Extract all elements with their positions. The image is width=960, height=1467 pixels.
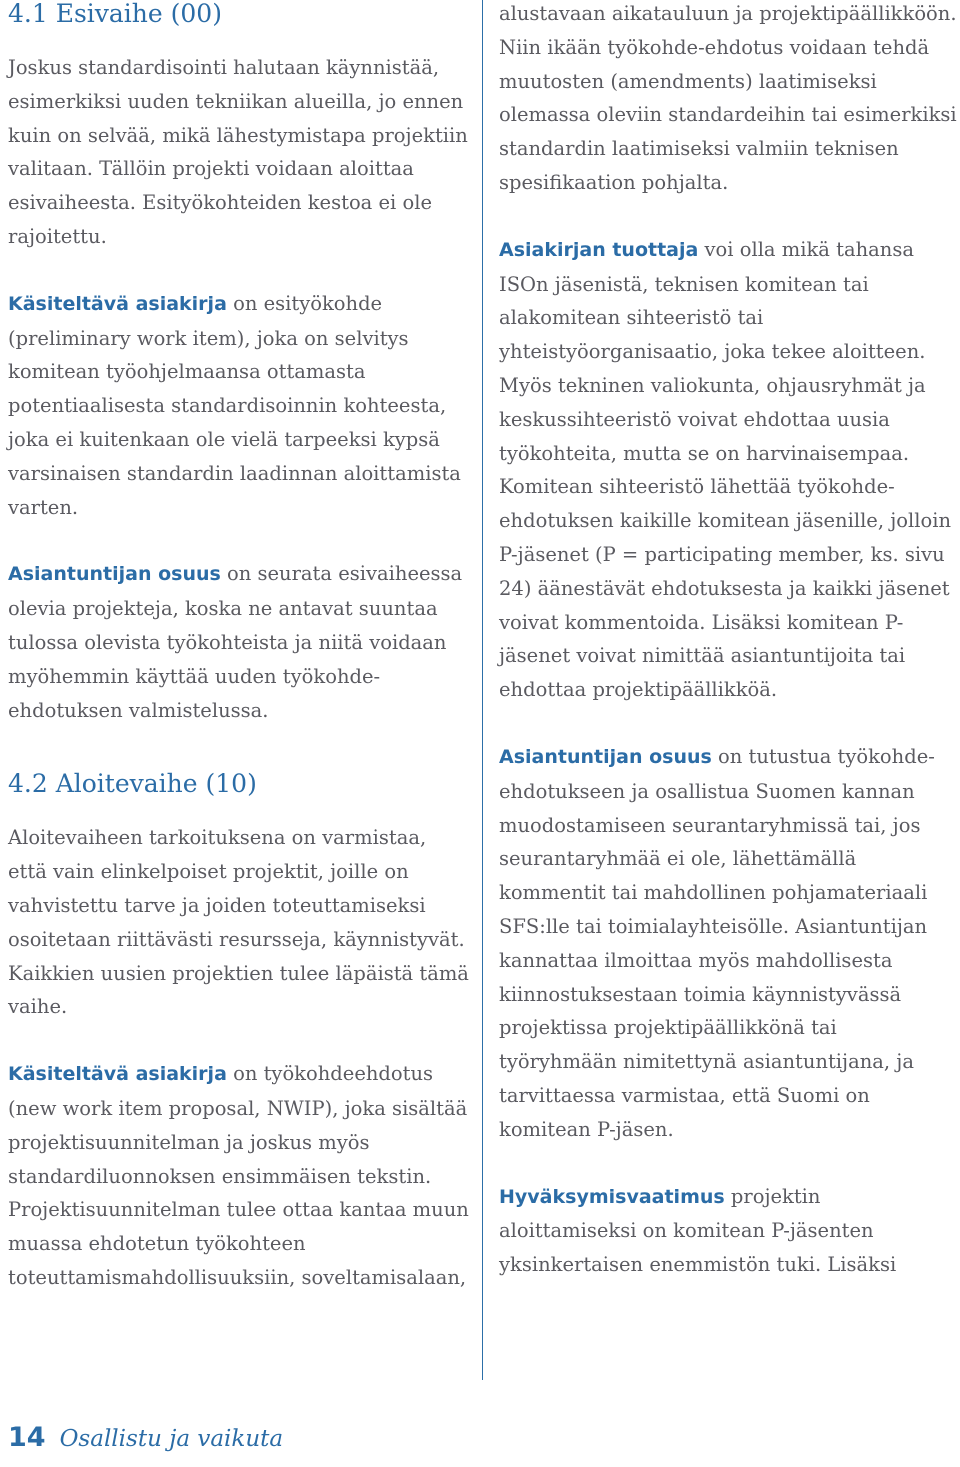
term-kasiteltava-asiakirja-2: Käsiteltävä asiakirja — [8, 1063, 227, 1086]
paragraph-intro-aloitevaihe: Aloitevaiheen tarkoituksena on varmistaa, että vain elinkelpoiset projektit, joille on vahvistettu tarve ja joiden toteuttamiseksi osoitetaan riittävästi resursseja, käynnistyvät. Kaikkien uusien projektien tulee läpäistä tämä vaihe. — [8, 826, 469, 1019]
left-column — [8, 0, 470, 1295]
right-column — [499, 0, 957, 1282]
term-hyvaksymisvaatimus: Hyväksymisvaatimus — [499, 1185, 725, 1208]
page-number: 14 — [8, 1422, 46, 1453]
paragraph-asiakirja-aloitevaihe: Käsiteltävä asiakirja on työkohdeehdotus (new work item proposal, NWIP), joka sisältää projektisuunnitelman ja joskus myös standardiluonnoksen ensimmäisen tekstin. Projektisuunnitelman tulee ottaa kantaa muun muassa ehdotetun työkohteen toteuttamismahdollisuuksiin, soveltamisalaan, — [8, 1062, 469, 1289]
term-asiantuntijan-osuus: Asiantuntijan osuus — [8, 563, 221, 586]
paragraph-hyvaksymisvaatimus: Hyväksymisvaatimus projektin aloittamiseksi on komitean P-jäsenten yksinkertaisen enemmistön tuki. Lisäksi — [499, 1184, 897, 1277]
paragraph-continuation: alustavaan aikatauluun ja projektipäällikköön. Niin ikään työkohde-ehdotus voidaan tehdä muutosten (amendments) laatimiseksi olemassa oleviin standardeihin tai esimerkiksi standardin laatimiseksi valmiin teknisen spesifikaation pohjalta. — [499, 2, 957, 194]
paragraph-intro-esivaihe: Joskus standardisointi halutaan käynnistää, esimerkiksi uuden tekniikan alueilla, jo ennen kuin on selvää, mikä lähestymistapa projektiin valitaan. Tällöin projekti voidaan aloittaa esivaiheesta. Esityökohteiden kestoa ei ole rajoitettu. — [8, 56, 468, 248]
paragraph-asiantuntija-esivaihe: Asiantuntijan osuus on seurata esivaiheessa olevia projekteja, koska ne antavat suuntaa tulossa olevista työkohteista ja niitä voidaan myöhemmin käyttää uuden työkohde-ehdotuksen valmistelussa. — [8, 562, 463, 722]
term-kasiteltava-asiakirja: Käsiteltävä asiakirja — [8, 292, 227, 315]
column-divider — [482, 0, 483, 1380]
section-heading-4-2: 4.2 Aloitevaihe (10) — [8, 769, 257, 799]
paragraph-asiakirja-esivaihe: Käsiteltävä asiakirja on esityökohde (preliminary work item), joka on selvitys komitean työohjelmaansa ottamasta potentiaalisesta standardisoinnin kohteesta, joka ei kuitenkaan ole vielä tarpeeksi kypsä varsinaisen standardin laadinnan aloittamista varten. — [8, 291, 461, 519]
paragraph-asiantuntija-aloitevaihe: Asiantuntijan osuus on tutustua työkohde-ehdotukseen ja osallistua Suomen kannan muodostamiseen seurantaryhmissä tai, jos seurantaryhmää ei ole, lähettämällä kommentit tai mahdollinen pohjamateriaali SFS:lle tai toimialayhteisölle. Asiantuntijan kannattaa ilmoittaa myös mahdollisesta kiinnostuksestaan toimia käynnistyvässä projektissa projektipäällikkönä tai työryhmään nimitettynä asiantuntijana, ja tarvittaessa varmistaa, että Suomi on komitean P-jäsen. — [499, 744, 935, 1141]
section-heading-4-1: 4.1 Esivaihe (00) — [8, 0, 222, 28]
page-footer — [8, 1422, 283, 1453]
publication-title: Osallistu ja vaikuta — [59, 1426, 284, 1452]
term-asiakirjan-tuottaja: Asiakirjan tuottaja — [499, 238, 699, 261]
term-asiantuntijan-osuus-2: Asiantuntijan osuus — [499, 745, 712, 768]
paragraph-asiakirjan-tuottaja: Asiakirjan tuottaja voi olla mikä tahansa ISOn jäsenistä, teknisen komitean tai alakomitean sihteeristö tai yhteistyöorganisaatio, joka tekee aloitteen. Myös tekninen valiokunta, ohjausryhmät ja keskussihteeristö voivat ehdottaa uusia työkohteita, mutta se on harvinaisempaa. Komitean sihteeristö lähettää työkohde-ehdotuksen kaikille komitean jäsenille, jolloin P-jäsenet (P = participating member, ks. sivu 24) äänestävät ehdotuksesta ja kaikki jäsenet voivat kommentoida. Lisäksi komitean P-jäsenet voivat nimittää asiantuntijoita tai ehdottaa projektipäällikköä. — [499, 237, 952, 702]
